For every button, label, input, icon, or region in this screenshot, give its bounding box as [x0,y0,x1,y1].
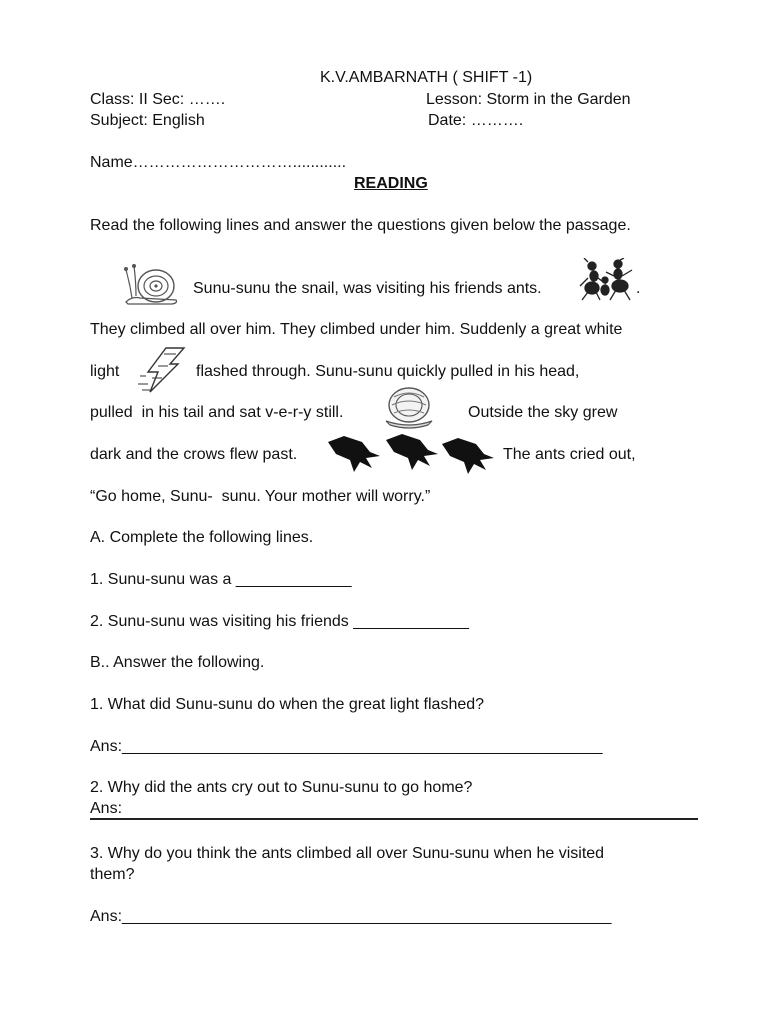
snail-icon [122,262,182,306]
section-a-title: A. Complete the following lines. [90,529,314,546]
section-b-answer-3: Ans:_______________________________________________________ [90,908,612,925]
crow-icon [326,428,498,478]
subject: Subject: English [90,112,205,129]
passage-line-3a: light [90,363,120,380]
section-b-question-3a: 3. Why do you think the ants climbed all over Sunu-sunu when he visited [90,845,605,862]
shell-icon [380,385,438,429]
section-title: READING [354,175,428,192]
passage-line-4a: pulled in his tail and sat v-e-r-y still. [90,404,344,421]
passage-line-3b: flashed through. Sunu-sunu quickly pulled in his head, [196,363,580,380]
passage-line-2: They climbed all over him. They climbed under him. Suddenly a great white [90,321,623,338]
section-b-question-2: 2. Why did the ants cry out to Sunu-sunu to go home? [90,779,473,796]
passage-line-5a: dark and the crows flew past. [90,446,298,463]
passage-line-6: “Go home, Sunu- sunu. Your mother will worry.” [90,488,431,505]
section-a-question-1: 1. Sunu-sunu was a _____________ [90,571,352,588]
answer-2-line [90,818,698,820]
section-b-question-3b: them? [90,866,135,883]
passage-line-1-end: . [636,280,641,297]
section-b-answer-1: Ans:______________________________________________________ [90,738,603,755]
lightning-icon [136,346,188,394]
ants-icon [578,258,636,302]
school-title: K.V.AMBARNATH ( SHIFT -1) [320,69,533,86]
passage-line-4b: Outside the sky grew [468,404,618,421]
class-section: Class: II Sec: ……. [90,91,226,108]
section-a-question-2: 2. Sunu-sunu was visiting his friends _____________ [90,613,469,630]
section-b-question-1: 1. What did Sunu-sunu do when the great light flashed? [90,696,485,713]
passage-line-5b: The ants cried out, [503,446,636,463]
passage-line-1: Sunu-sunu the snail, was visiting his friends ants. [193,280,542,297]
lesson-title: Lesson: Storm in the Garden [426,91,631,108]
instruction: Read the following lines and answer the questions given below the passage. [90,217,631,234]
name-field: Name…………………………............ [90,154,347,171]
date-field: Date: ………. [428,112,524,129]
section-b-title: B.. Answer the following. [90,654,265,671]
section-b-answer-2: Ans: [90,800,123,817]
